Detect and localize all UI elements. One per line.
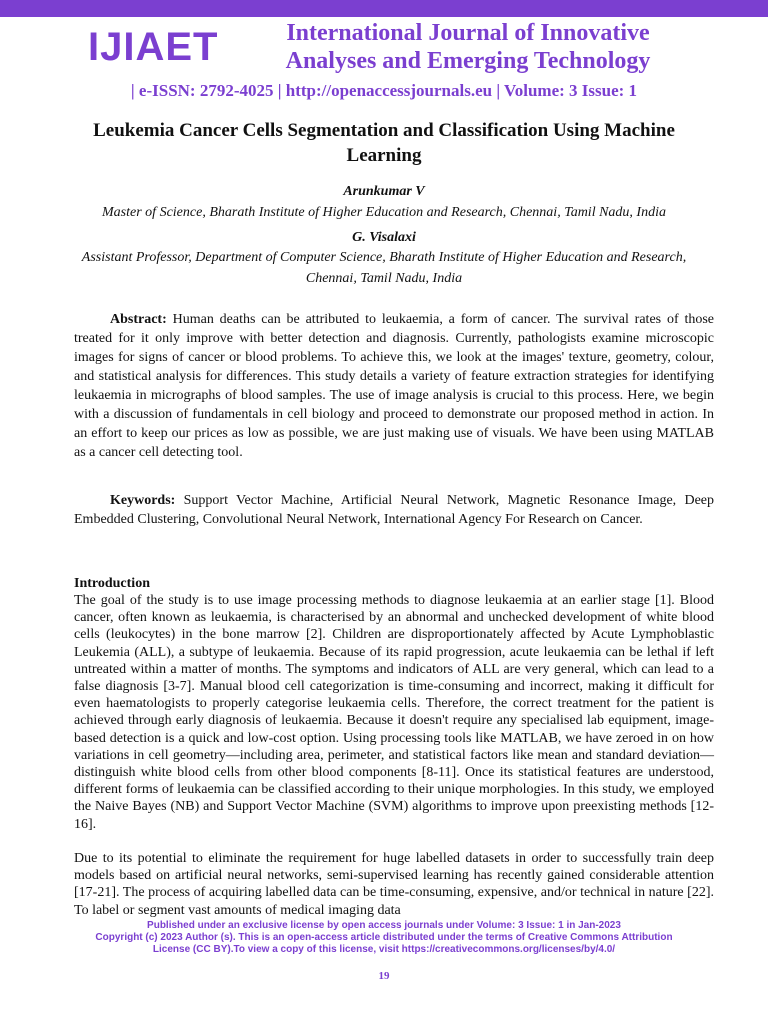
journal-title-line2: Analyses and Emerging Technology	[285, 48, 651, 74]
journal-title	[258, 19, 678, 75]
abstract-text: Human deaths can be attributed to leukaemia, a form of cancer. The survival rates of those treated for it only improve with better detection and diagnosis. Currently, pathologists examine microscopic images for signs of cancer or blood problems. To achieve this, we look at the images' texture, geometry, colour, and statistical analysis for differences. This study details a variety of feature extraction strategies for identifying leukaemia in micrographs of blood samples. The use of image analysis is crucial to this process. Here, we begin with a discussion of fundamentals in cell biology and proceed to demonstrate our proposed method in action. In an effort to keep our prices as low as possible, we are just making use of visuals. We have been using MATLAB as a cancer cell detecting tool.	[74, 312, 714, 460]
keywords-text: Support Vector Machine, Artificial Neural Network, Magnetic Resonance Image, Deep Embedded Clustering, Convolutional Neural Network, International Agency For Research on Cancer.	[74, 493, 714, 527]
abstract-label: Abstract:	[110, 312, 167, 327]
issn-url-volume-line: | e-ISSN: 2792-4025 | http://openaccessjournals.eu | Volume: 3 Issue: 1	[130, 81, 638, 100]
author-name-1: Arunkumar V	[343, 184, 425, 199]
paper-title: Leukemia Cancer Cells Segmentation and Classification Using Machine Learning	[93, 120, 675, 166]
author-name-2: G. Visalaxi	[352, 230, 416, 245]
journal-logo: IJIAET	[88, 25, 219, 69]
introduction-paragraph-2: Due to its potential to eliminate the requirement for huge labelled datasets in order to successfully train deep models based on artificial neural networks, semi-supervised learning has recently gained considerable attention [17-21]. The process of acquiring labelled data can be time-consuming, expensive, and/or technical in nature [22]. To label or segment vast amounts of medical imaging data	[74, 851, 714, 918]
author-affiliation-2: Assistant Professor, Department of Computer Science, Bharath Institute of Higher Education and Research, Chennai, Tamil Nadu, India	[81, 250, 687, 286]
author-affiliation-1: Master of Science, Bharath Institute of Higher Education and Research, Chennai, Tamil Nadu, India	[102, 205, 666, 220]
header-color-bar	[0, 0, 768, 17]
journal-title-line1: International Journal of Innovative	[286, 20, 650, 46]
abstract-paragraph	[74, 310, 714, 462]
introduction-paragraph-1: The goal of the study is to use image processing methods to diagnose leukaemia at an earlier stage [1]. Blood cancer, often known as leukaemia, is characterised by an abnormal and unchecked development of white blood cells (leukocytes) in the bone marrow [2]. Children are disproportionately affected by Acute Lymphoblastic Leukemia (ALL), a subtype of leukaemia. Because of its rapid progression, acute leukaemia can be lethal if left untreated within a matter of months. The symptoms and indicators of ALL are very general, which can lead to a false diagnosis [3-7]. Manual blood cell categorization is time-consuming and incorrect, making it difficult for even haematologists to properly categorise leukaemia cells. Therefore, the correct treatment for the patient is achieved through early diagnosis of leukaemia. Because it doesn't require any specialised lab equipment, image-based detection is a quick and low-cost option. Using processing tools like MATLAB, we have zeroed in on how variations in cell geometry—including area, perimeter, and statistical factors like mean and standard deviation—distinguish white blood cells from other blood components [8-11]. Once its statistical features are understood, different forms of leukaemia can be classified according to their unique morphologies. In this study, we employed the Naive Bayes (NB) and Support Vector Machine (SVM) algorithms to improve upon preexisting methods [12-16].	[74, 593, 714, 832]
keywords-label: Keywords:	[110, 493, 176, 508]
footer-license-line-2: Copyright (c) 2023 Author (s). This is an open-access article distributed under the terms of Creative Commons Attribution	[95, 932, 673, 943]
introduction-heading: Introduction	[74, 576, 150, 591]
footer-license-line-3: License (CC BY).To view a copy of this license, visit https://creativecommons.org/licenses/by/4.0/	[152, 944, 616, 955]
page-number: 19	[378, 970, 390, 982]
keywords-paragraph	[74, 491, 714, 529]
footer-license-line-1: Published under an exclusive license by open access journals under Volume: 3 Issue: 1 in Jan-2023	[147, 920, 621, 931]
